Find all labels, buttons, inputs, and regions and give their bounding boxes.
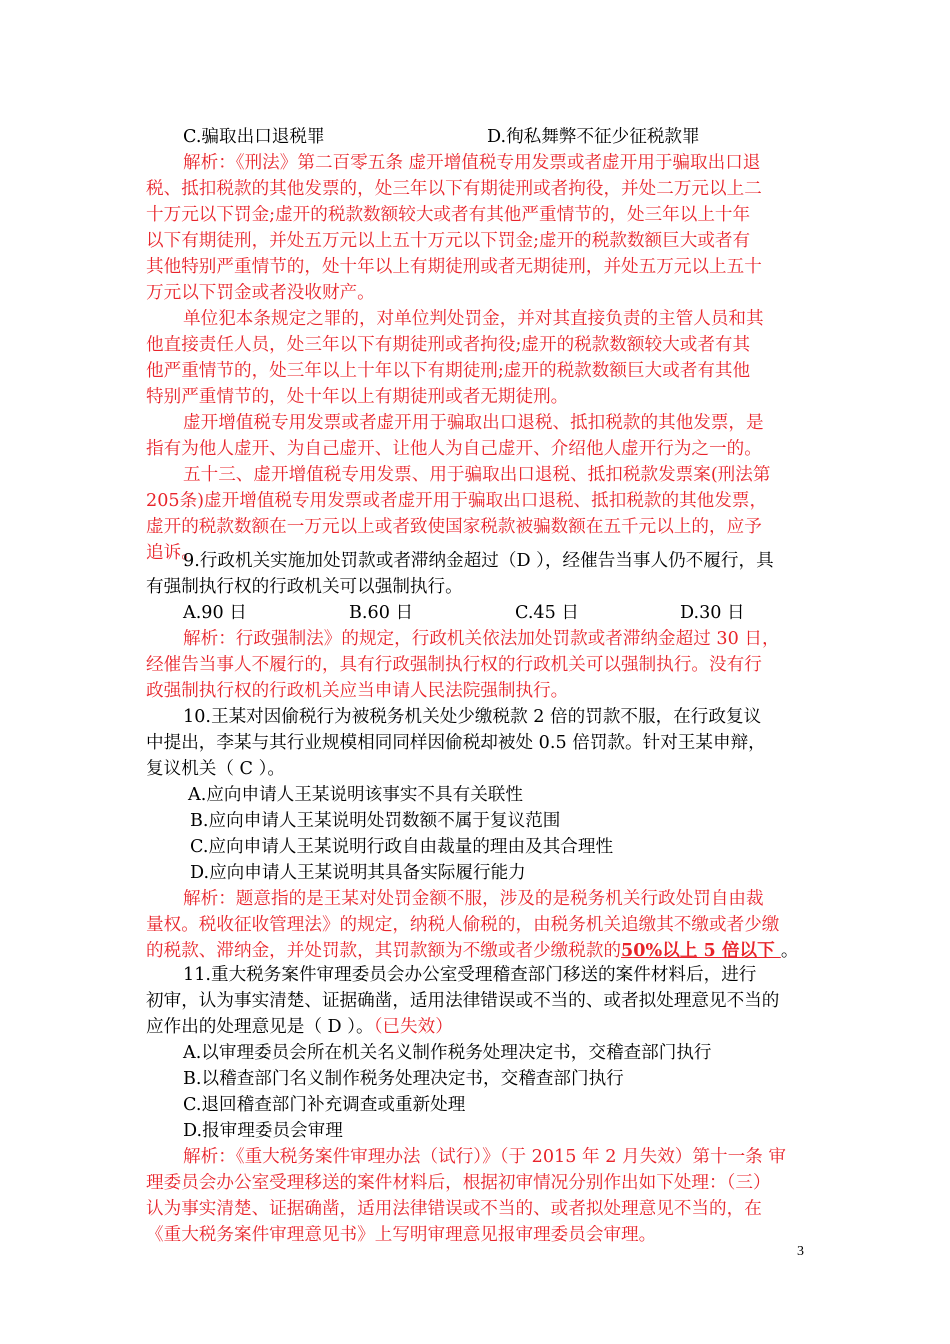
q8-analysis-line: 解析：《刑法》第二百零五条 虚开增值税专用发票或者虚开用于骗取出口退	[183, 153, 761, 173]
q10-stem-line: 中提出，李某与其行业规模相同同样因偷税却被处 0.5 倍罚款。针对王某申辩，	[146, 733, 766, 753]
q11-option-a: A.以审理委员会所在机关名义制作税务处理决定书，交稽查部门执行	[183, 1043, 712, 1063]
q8-option-row	[183, 124, 700, 150]
q10-analysis-line: 解析：题意指的是王某对处罚金额不服，涉及的是税务机关行政处罚自由裁	[183, 889, 764, 909]
q10-stem-line: 复议机关（ C ）。	[146, 759, 286, 779]
q10-analysis-text: 的税款、滞纳金，并处罚款，其罚款额为不缴或者少缴税款的	[146, 941, 622, 961]
q8-analysis-line: 税、抵扣税款的其他发票的，处三年以下有期徒刑或者拘役，并处二万元以上二	[146, 179, 762, 199]
q8-para2-line: 他直接责任人员，处三年以下有期徒刑或者拘役;虚开的税款数额较大或者有其	[146, 335, 751, 355]
q8-analysis-line: 十万元以下罚金;虚开的税款数额较大或者有其他严重情节的，处三年以上十年	[146, 205, 751, 225]
q8-option-d: D.徇私舞弊不征少征税款罪	[487, 127, 700, 147]
q9-analysis-line: 解析：行政强制法》的规定，行政机关依法加处罚款或者滞纳金超过 30 日，	[183, 629, 780, 649]
q10-option-a: A.应向申请人王某说明该事实不具有关联性	[188, 785, 523, 805]
q11-option-c: C.退回稽查部门补充调查或重新处理	[183, 1095, 466, 1115]
q9-stem-line: 9.行政机关实施加处罚款或者滞纳金超过（D ），经催告当事人仍不履行，具	[183, 551, 774, 571]
q9-analysis-line: 经催告当事人不履行的，具有行政强制执行权的行政机关可以强制执行。没有行	[146, 655, 762, 675]
q10-analysis-line	[146, 938, 798, 964]
q8-analysis-line: 其他特别严重情节的，处十年以上有期徒刑或者无期徒刑，并处五万元以上五十	[146, 257, 762, 277]
q11-stem-line	[146, 1014, 453, 1040]
q9-option-c: C.45 日	[515, 603, 580, 623]
q10-option-b: B.应向申请人王某说明处罚数额不属于复议范围	[190, 811, 561, 831]
page-number: 3	[797, 1244, 804, 1259]
q10-analysis-emphasis: 50%以上 5 倍以下	[621, 940, 781, 961]
q9-option-a: A.90 日	[183, 603, 247, 623]
q8-para2-line: 单位犯本条规定之罪的，对单位判处罚金，并对其直接负责的主管人员和其	[183, 309, 764, 329]
q8-para2-line: 他严重情节的，处三年以上十年以下有期徒刑;虚开的税款数额巨大或者有其他	[146, 361, 751, 381]
q9-stem-line: 有强制执行权的行政机关可以强制执行。	[146, 577, 463, 597]
q8-analysis-line: 以下有期徒刑，并处五万元以上五十万元以下罚金;虚开的税款数额巨大或者有	[146, 231, 751, 251]
q11-analysis-line: 《重大税务案件审理意见书》上写明审理意见报审理委员会审理。	[146, 1225, 657, 1245]
q9-option-b: B.60 日	[349, 603, 414, 623]
q9-analysis-line: 政强制执行权的行政机关应当申请人民法院强制执行。	[146, 681, 569, 701]
q8-para4-line: 205条)虚开增值税专用发票或者虚开用于骗取出口退税、抵扣税款的其他发票，	[146, 491, 768, 511]
q11-option-d: D.报审理委员会审理	[183, 1121, 343, 1141]
q11-analysis-line: 解析：《重大税务案件审理办法（试行）》（于 2015 年 2 月失效）第十一条 审	[183, 1147, 786, 1167]
q8-para2-line: 特别严重情节的，处十年以上有期徒刑或者无期徒刑。	[146, 387, 569, 407]
q8-para3-line: 指有为他人虚开、为自己虚开、让他人为自己虚开、介绍他人虚开行为之一的。	[146, 439, 762, 459]
q11-stem-line: 初审，认为事实清楚、证据确凿，适用法律错误或不当的、或者拟处理意见不当的	[146, 991, 780, 1011]
q8-analysis-line: 万元以下罚金或者没收财产。	[146, 283, 375, 303]
q10-stem-line: 10.王某对因偷税行为被税务机关处少缴税款 2 倍的罚款不服，在行政复议	[183, 707, 762, 727]
q11-option-b: B.以稽查部门名义制作税务处理决定书，交稽查部门执行	[183, 1069, 624, 1089]
q8-para3-line: 虚开增值税专用发票或者虚开用于骗取出口退税、抵扣税款的其他发票，是	[183, 413, 764, 433]
q11-stem-text: 应作出的处理意见是（ D ）。	[146, 1017, 374, 1037]
q10-analysis-end: 。	[780, 941, 799, 961]
q11-expired-tag: （已失效）	[373, 1017, 453, 1037]
q8-para4-line: 追诉。	[146, 543, 199, 563]
q8-para4-line: 五十三、虚开增值税专用发票、用于骗取出口退税、抵扣税款发票案(刑法第	[183, 465, 771, 485]
q8-para4-line: 虚开的税款数额在一万元以上或者致使国家税款被骗数额在五千元以上的，应予	[146, 517, 762, 537]
q11-analysis-line: 理委员会办公室受理移送的案件材料后，根据初审情况分别作出如下处理：（三）	[146, 1173, 771, 1193]
q10-analysis-line: 量权。税收征收管理法》的规定，纳税人偷税的，由税务机关追缴其不缴或者少缴	[146, 915, 780, 935]
q11-analysis-line: 认为事实清楚、证据确凿，适用法律错误或不当的、或者拟处理意见不当的，在	[146, 1199, 762, 1219]
q10-option-c: C.应向申请人王某说明行政自由裁量的理由及其合理性	[190, 837, 614, 857]
q10-option-d: D.应向申请人王某说明其具备实际履行能力	[190, 863, 526, 883]
q9-option-d: D.30 日	[680, 603, 745, 623]
q11-stem-line: 11.重大税务案件审理委员会办公室受理稽查部门移送的案件材料后，进行	[183, 965, 757, 985]
q8-option-c: C.骗取出口退税罪	[183, 127, 325, 147]
